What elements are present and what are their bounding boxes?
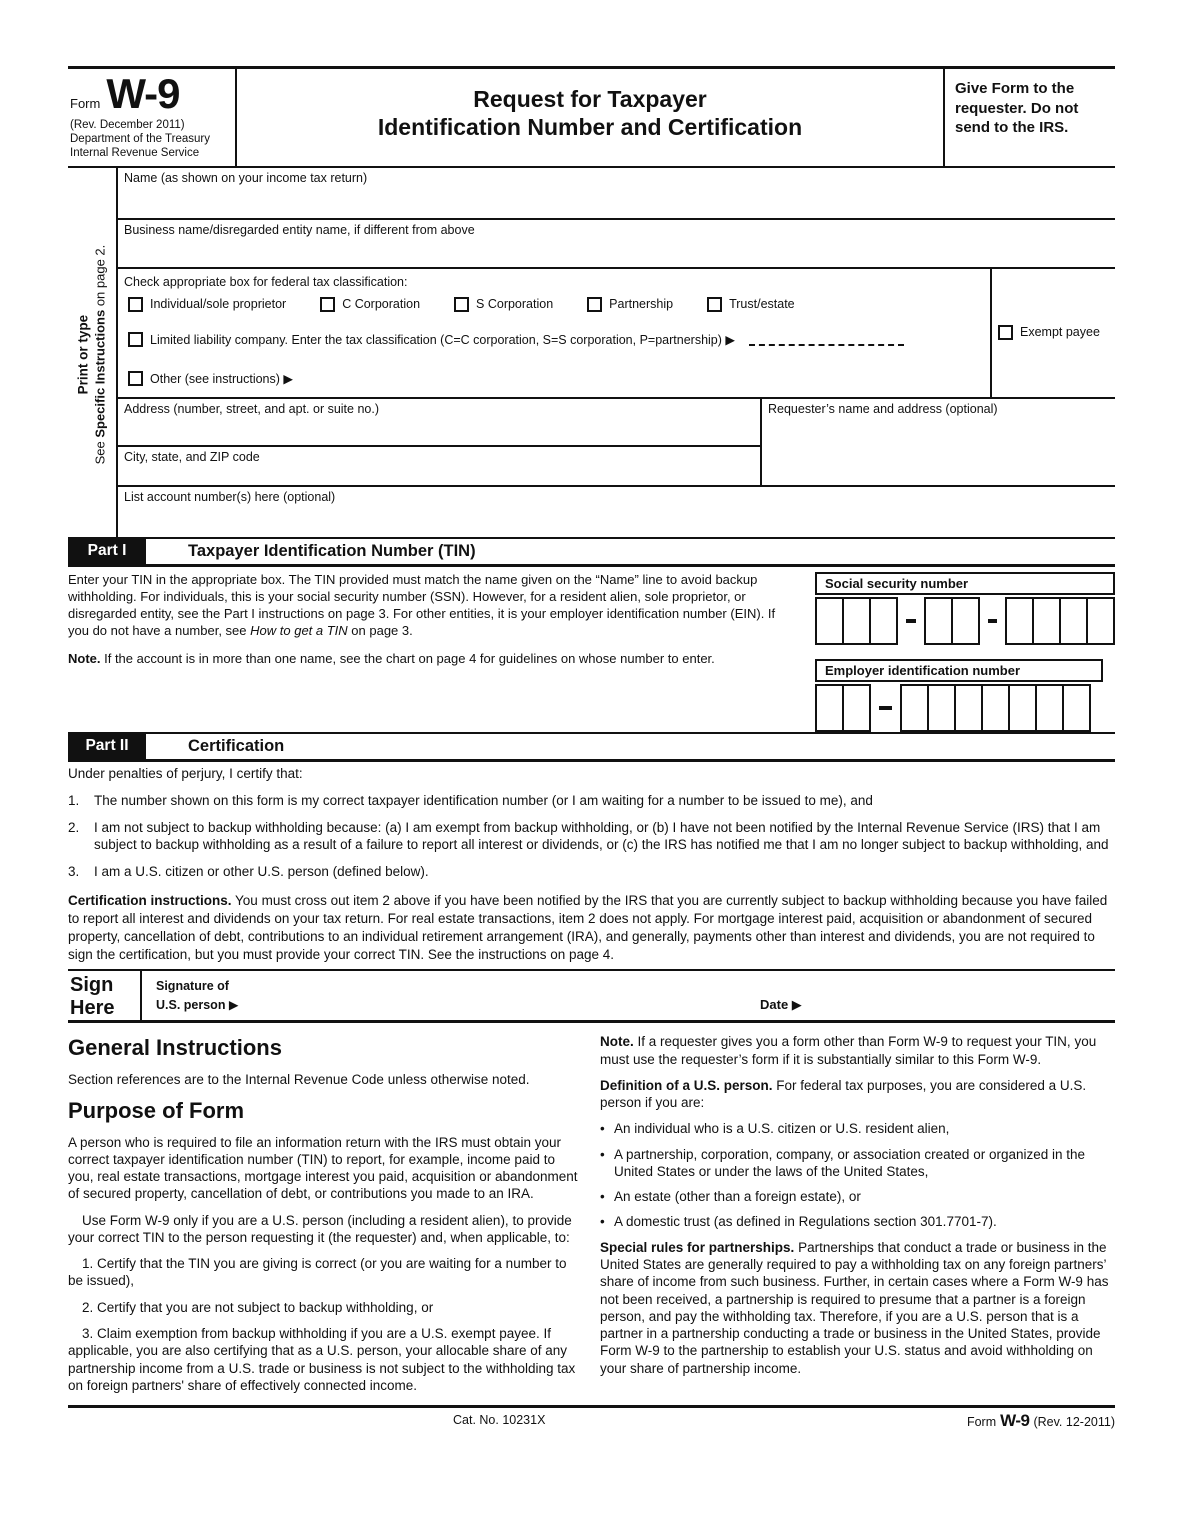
see-instructions-label: See Specific Instructions on page 2. [92,244,108,465]
special-rules-paragraph: Special rules for partnerships. Partnerships that conduct a trade or business in the United States are generally required to pay a withholding tax on any foreign partners’ share of income from such business. Further, in certain cases where a Form W-9 has not been received, a partnership is required to presume that a partner is a foreign person, and pay the withholding tax. Therefore, if you are a U.S. person that is a partner in a partnership conducting a trade or business in the United States, provide Form W-9 to the partnership to establish your U.S. status and avoid withholding on your share of partnership income. [600,1239,1109,1376]
top-fields-section [68,168,1115,537]
form-service: Internal Revenue Service [70,146,200,159]
form-title-block [235,69,945,166]
definition-us-person-paragraph: Definition of a U.S. person. For federal tax purposes, you are considered a U.S. person if you are: [600,1077,1087,1111]
ssn-dash [906,619,916,623]
section-references-paragraph: Section references are to the Internal Revenue Code unless otherwise noted. [68,1072,530,1088]
print-or-type-label: Print or type [75,314,91,395]
llc-classification-entry-line[interactable] [749,332,904,346]
ssn-group-1 [815,597,898,645]
checkbox-item-trust-estate: Trust/estate [707,297,795,312]
sign-here-row [68,969,1115,1023]
requester-note-paragraph: Note. If a requester gives you a form other than Form W-9 to request your TIN, you must use the requester’s form if it is substantially similar to this Form W-9. [600,1034,1097,1067]
ssn-digit-cell[interactable] [1086,597,1115,645]
part1-badge: Part I [68,539,146,564]
part1-title: Taxpayer Identification Number (TIN) [188,541,476,560]
sidebar-column [68,168,116,537]
checkbox-item-s-corporation: S Corporation [454,297,553,312]
s-corporation-checkbox[interactable] [454,297,469,312]
part2-bar [68,732,1115,762]
part1-instructions [68,572,815,732]
ein-digit-cell[interactable] [842,684,871,732]
ssn-digit-cell[interactable] [1005,597,1034,645]
business-name-field-label: Business name/disregarded entity name, if different from above [124,222,475,237]
general-instructions-title: General Instructions [68,1035,282,1061]
part1-content [68,567,1115,732]
c-corporation-checkbox[interactable] [320,297,335,312]
tax-classification-label: Check appropriate box for federal tax classification: [124,274,408,289]
us-person-bullet-2: • A partnership, corporation, company, or association created or organized in the United States or under the laws of the United States, [600,1146,1115,1181]
us-person-bullet-1: • An individual who is a U.S. citizen or U.S. resident alien, [600,1120,1115,1137]
exempt-payee-checkbox[interactable] [998,325,1013,340]
part1-paragraph: Enter your TIN in the appropriate box. The TIN provided must match the name given on the “Name” line to avoid backup withholding. For individuals, this is your social security number (SSN). However, for a resident alien, sole proprietor, or disregarded entity, see the Part I instructions on page 3. For other entities, it is your employer identification number (EIN). If you do not have a number, see How to get a TIN on page 3. [68,571,776,638]
ein-group-2 [900,684,1091,732]
requester-input-area[interactable] [762,416,1115,485]
tin-boxes-column [815,572,1115,732]
signature-field[interactable]: Signature of U.S. person ▶ [156,979,239,1013]
ein-group-1 [815,684,871,732]
ein-label: Employer identification number [815,659,1103,682]
sign-here-label: Sign Here [70,974,115,1020]
form-header [68,66,1115,168]
partnership-checkbox[interactable] [587,297,602,312]
city-field [118,447,760,485]
purpose-item-3: 3. Claim exemption from backup withholding if you are a U.S. exempt payee. If applicable, you are also certifying that as a U.S. person, your allocable share of any partnership income from a U.S. trade or business is not subject to the withholding tax on foreign partners' share of effectively connected income. [68,1326,576,1393]
ein-digit-cell[interactable] [900,684,929,732]
ssn-group-3 [1005,597,1115,645]
ssn-digit-cell[interactable] [1059,597,1088,645]
certification-intro: Under penalties of perjury, I certify that: [68,765,303,781]
name-field [118,168,1115,220]
ssn-digit-cell[interactable] [924,597,953,645]
business-name-input-area[interactable] [118,237,1115,267]
form-department: Department of the Treasury [70,132,210,145]
certification-item-1: 1. The number shown on this form is my correct taxpayer identification number (or I am waiting for a number to be issued to me), and [68,792,873,808]
requester-field [760,399,1115,485]
business-name-field [118,220,1115,269]
certification-item-2: 2. I am not subject to backup withholding because: (a) I am exempt from backup withholding, or (b) I have not been notified by the Internal Revenue Service (IRS) that I am subject to backup withholding as a result of a failure to report all interest or dividends, or (c) the IRS has notified me that I am no longer subject to backup withholding, and [68,819,1109,853]
other-checkbox[interactable] [128,371,143,386]
ein-block [815,659,1115,732]
ein-digit-cell[interactable] [981,684,1010,732]
part1-bar [68,537,1115,567]
checkbox-item-individual: Individual/sole proprietor [128,297,286,312]
tax-classification-main [118,269,990,397]
ein-digit-cell[interactable] [1062,684,1091,732]
date-field[interactable]: Date ▶ [760,997,802,1013]
name-field-label: Name (as shown on your income tax return) [124,170,368,185]
ssn-group-2 [924,597,980,645]
form-title-line2: Identification Number and Certification [377,113,803,140]
account-numbers-input-area[interactable] [118,504,1115,537]
part2-title: Certification [188,736,285,755]
give-form-notice: Give Form to the requester. Do not send to the IRS. [955,80,1079,136]
form-revision: (Rev. December 2011) [70,118,185,131]
catalog-number: Cat. No. 10231X [453,1413,546,1428]
account-numbers-label: List account number(s) here (optional) [124,489,336,504]
signature-area [140,971,1115,1020]
fields-block [116,168,1115,537]
part2-badge: Part II [68,734,146,759]
name-input-area[interactable] [118,185,1115,218]
ssn-digit-cell[interactable] [842,597,871,645]
purpose-paragraph-1: A person who is required to file an information return with the IRS must obtain your correct taxpayer identification number (TIN) to report, for example, income paid to you, real estate transactions, mortgage interest you paid, acquisition or abandonment of secured property, cancellation of debt, or contributions you made to an IRA. [68,1134,578,1202]
certification-item-3: 3. I am a U.S. citizen or other U.S. person (defined below). [68,864,429,880]
form-title-line1: Request for Taxpayer [473,86,707,112]
ssn-digit-cell[interactable] [815,597,844,645]
purpose-of-form-title: Purpose of Form [68,1097,245,1123]
ssn-digit-cell[interactable] [869,597,898,645]
us-person-bullet-3: • An estate (other than a foreign estate), or [600,1188,1115,1205]
trust-estate-checkbox[interactable] [707,297,722,312]
checkbox-item-c-corporation: C Corporation [320,297,420,312]
form-number: W-9 [106,70,180,117]
page-footer [68,1405,1115,1431]
w9-form [68,66,1115,1431]
address-city-block [118,399,1115,487]
llc-row: Limited liability company. Enter the tax classification (C=C corporation, S=S corporation, P=partnership) ▶ [128,332,990,347]
ein-digit-cell[interactable] [815,684,844,732]
purpose-item-1: 1. Certify that the TIN you are giving is correct (or you are waiting for a number to be issued), [68,1256,567,1289]
purpose-paragraph-2: Use Form W-9 only if you are a U.S. person (including a resident alien), to provide your correct TIN to the person requesting it (the requester) and, when applicable, to: [68,1212,572,1245]
address-field-label: Address (number, street, and apt. or suite no.) [124,401,379,416]
llc-checkbox[interactable] [128,332,143,347]
other-row: Other (see instructions) ▶ [128,371,990,386]
ssn-digit-cell[interactable] [1032,597,1061,645]
instructions-left-column [68,1033,583,1403]
purpose-item-2: 2. Certify that you are not subject to backup withholding, or [82,1299,434,1315]
checkbox-item-partnership: Partnership [587,297,673,312]
form-id-block [68,69,235,166]
requester-field-label: Requester’s name and address (optional) [768,401,998,416]
city-field-label: City, state, and ZIP code [124,449,260,464]
ssn-label: Social security number [815,572,1115,595]
exempt-payee-cell: Exempt payee [990,269,1115,397]
us-person-bullet-4: • A domestic trust (as defined in Regulations section 301.7701-7). [600,1213,1115,1230]
ein-digit-cell[interactable] [927,684,956,732]
ssn-dash [988,619,998,623]
part2-content [68,762,1115,970]
ein-digit-row [815,684,1115,732]
general-instructions-section [68,1023,1115,1403]
address-field [118,399,760,447]
print-or-type-sidebar [75,168,108,540]
city-input-area[interactable] [118,464,760,485]
ssn-digit-row [815,597,1115,645]
individual-checkbox[interactable] [128,297,143,312]
ein-digit-cell[interactable] [954,684,983,732]
footer-form-id: Form W-9 (Rev. 12-2011) [966,1411,1115,1431]
ein-dash [879,706,892,710]
ein-digit-cell[interactable] [1008,684,1037,732]
account-numbers-field [118,487,1115,537]
classification-checkbox-row [128,297,990,312]
tax-classification-block [118,269,1115,399]
form-word: Form [70,96,101,111]
part1-note: Note. If the account is in more than one name, see the chart on page 4 for guidelines on whose number to enter. [68,651,715,667]
ein-digit-cell[interactable] [1035,684,1064,732]
ssn-digit-cell[interactable] [951,597,980,645]
instructions-right-column [600,1033,1115,1403]
address-input-area[interactable] [118,416,760,445]
certification-instructions: Certification instructions. You must cross out item 2 above if you have been notified by the IRS that you are currently subject to backup withholding because you have failed to report all interest and dividends on your tax return. For real estate transactions, item 2 does not apply. For mortgage interest paid, acquisition or abandonment of secured property, cancellation of debt, contributions to an individual retirement arrangement (IRA), and generally, payments other than interest and dividends, you are not required to sign the certification, but you must provide your correct TIN. See the instructions on page 4. [68,893,1108,962]
